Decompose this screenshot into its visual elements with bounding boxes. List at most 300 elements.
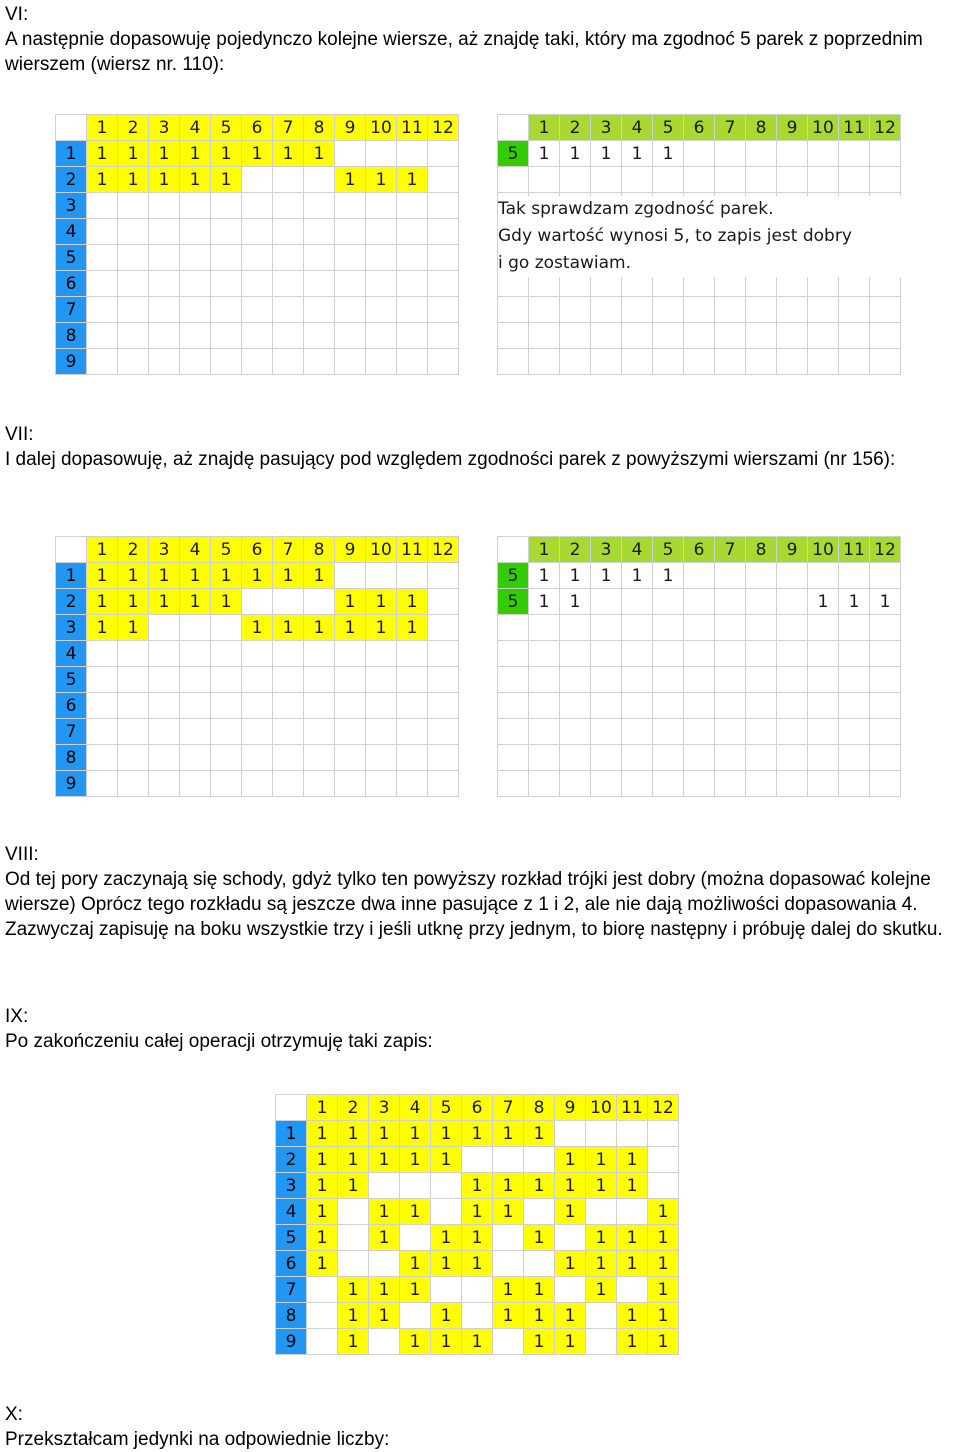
row-number: 9 (276, 1329, 307, 1355)
section-viii (5, 842, 955, 942)
grid-cell (839, 615, 870, 641)
grid-cell (870, 719, 901, 745)
row-label-empty (498, 745, 529, 771)
grid-cell (273, 589, 304, 615)
grid-cell (335, 693, 366, 719)
grid-cell (118, 271, 149, 297)
grid-cell-filled: 1 (400, 1147, 431, 1173)
grid-cell (746, 745, 777, 771)
grid-cell (653, 589, 684, 615)
grid-cell-filled: 1 (586, 1277, 617, 1303)
grid-cell (746, 667, 777, 693)
grid-cell (870, 167, 901, 193)
grid-cell (149, 245, 180, 271)
grid-cell (211, 615, 242, 641)
grid-cell (397, 563, 428, 589)
grid-cell-filled: 1 (555, 1147, 586, 1173)
grid-cell-filled: 1 (529, 141, 560, 167)
grid-cell-filled: 1 (524, 1329, 555, 1355)
section-vi (5, 2, 955, 77)
grid-cell (366, 193, 397, 219)
grid-cell (808, 667, 839, 693)
grid-cell (118, 245, 149, 271)
grid-cell (149, 271, 180, 297)
grid-cell (653, 667, 684, 693)
grid-cell-filled: 1 (366, 615, 397, 641)
grid-cell-filled: 1 (493, 1199, 524, 1225)
grid-cell (242, 193, 273, 219)
row-number: 6 (56, 271, 87, 297)
grid-cell (180, 193, 211, 219)
grid-cell (529, 745, 560, 771)
grid-cell (366, 219, 397, 245)
row-label-empty (498, 693, 529, 719)
grid-cell (366, 745, 397, 771)
grid-cell (684, 719, 715, 745)
grid-cell (591, 719, 622, 745)
grid-cell (428, 141, 459, 167)
section-label: IX: (5, 1006, 29, 1027)
grid-cell (180, 745, 211, 771)
grid-cell (180, 323, 211, 349)
grid-cell (560, 615, 591, 641)
grid-cell (684, 771, 715, 797)
grid-cell-filled: 1 (338, 1121, 369, 1147)
grid-cell (242, 323, 273, 349)
grid-cell (428, 245, 459, 271)
grid-cell (211, 745, 242, 771)
grid-cell (338, 1199, 369, 1225)
grid-cell-filled: 1 (400, 1199, 431, 1225)
grid-cell (366, 323, 397, 349)
grid-cell (529, 719, 560, 745)
grid-cell (808, 141, 839, 167)
grid-cell-filled: 1 (335, 589, 366, 615)
grid-cell (149, 349, 180, 375)
grid-cell (428, 745, 459, 771)
grid-cell (428, 167, 459, 193)
grid-cell (366, 297, 397, 323)
column-header: 1 (529, 115, 560, 141)
grid-cell (839, 693, 870, 719)
section-text: Po zakończeniu całej operacji otrzymuję taki zapis: (5, 1031, 433, 1052)
column-header: 9 (335, 115, 366, 141)
grid-cell (839, 641, 870, 667)
grid-cell-filled: 1 (307, 1225, 338, 1251)
column-header: 6 (684, 537, 715, 563)
grid-cell (397, 771, 428, 797)
grid-cell (273, 719, 304, 745)
column-header: 6 (242, 115, 273, 141)
column-header: 7 (273, 115, 304, 141)
grid-cell (211, 349, 242, 375)
grid-cell (149, 297, 180, 323)
grid-cell (653, 641, 684, 667)
grid-cell (870, 667, 901, 693)
grid-cell (808, 719, 839, 745)
spreadsheet-grid-vii-side (497, 536, 901, 797)
grid-cell-filled: 1 (118, 615, 149, 641)
grid-cell-filled: 1 (273, 615, 304, 641)
grid-cell (87, 667, 118, 693)
grid-cell (273, 245, 304, 271)
grid-cell (180, 297, 211, 323)
grid-cell-filled: 1 (839, 589, 870, 615)
grid-cell (684, 615, 715, 641)
row-number: 4 (56, 641, 87, 667)
column-header: 12 (870, 537, 901, 563)
grid-cell (591, 667, 622, 693)
row-number: 8 (56, 323, 87, 349)
grid-cell (617, 1277, 648, 1303)
grid-cell (622, 589, 653, 615)
column-header: 1 (307, 1095, 338, 1121)
note-line: Tak sprawdzam zgodność parek. (498, 199, 774, 219)
column-header: 5 (211, 537, 242, 563)
grid-cell (870, 141, 901, 167)
grid-cell (428, 693, 459, 719)
grid-cell (746, 167, 777, 193)
grid-cell-filled: 1 (400, 1251, 431, 1277)
grid-cell-filled: 1 (304, 615, 335, 641)
grid-cell (529, 641, 560, 667)
grid-cell-filled: 1 (560, 563, 591, 589)
grid-cell (149, 745, 180, 771)
grid-cell (591, 297, 622, 323)
grid-cell-filled: 1 (307, 1147, 338, 1173)
grid-cell (273, 771, 304, 797)
grid-cell (808, 771, 839, 797)
row-number: 2 (56, 589, 87, 615)
grid-cell (777, 719, 808, 745)
grid-cell (428, 193, 459, 219)
grid-cell (428, 641, 459, 667)
column-header: 11 (839, 537, 870, 563)
section-text: A następnie dopasowuję pojedynczo kolejne wiersze, aż znajdę taki, który ma zgodnoć 5 parek z poprzednim wierszem (wiersz nr. 110): (5, 29, 923, 75)
grid-cell (397, 323, 428, 349)
grid-cell (529, 297, 560, 323)
grid-cell (273, 271, 304, 297)
grid-cell-filled: 1 (462, 1329, 493, 1355)
grid-cell (307, 1277, 338, 1303)
grid-cell (560, 771, 591, 797)
grid-cell (746, 297, 777, 323)
grid-cell-filled: 1 (400, 1277, 431, 1303)
spreadsheet-grid-ix-final (275, 1094, 679, 1355)
grid-cell (211, 667, 242, 693)
grid-cell (87, 349, 118, 375)
grid-cell (746, 563, 777, 589)
row-number: 5 (276, 1225, 307, 1251)
grid-cell (118, 693, 149, 719)
grid-cell-filled: 1 (529, 563, 560, 589)
grid-cell (591, 589, 622, 615)
grid-cell (777, 323, 808, 349)
grid-cell (777, 641, 808, 667)
grid-cell (428, 615, 459, 641)
grid-cell (180, 245, 211, 271)
section-ix (5, 1004, 955, 1054)
grid-cell (304, 193, 335, 219)
grid-cell (684, 589, 715, 615)
grid-cell (622, 349, 653, 375)
grid-cell (560, 349, 591, 375)
grid-cell (746, 349, 777, 375)
grid-cell (777, 349, 808, 375)
row-number: 1 (56, 563, 87, 589)
grid-cell (180, 771, 211, 797)
row-label-empty (498, 297, 529, 323)
grid-cell (462, 1147, 493, 1173)
grid-cell (87, 745, 118, 771)
grid-cell (428, 563, 459, 589)
grid-cell (808, 693, 839, 719)
row-label-empty (498, 349, 529, 375)
grid-cell (335, 271, 366, 297)
grid-cell (335, 771, 366, 797)
row-number: 5 (56, 667, 87, 693)
section-text: Od tej pory zaczynają się schody, gdyż tylko ten powyższy rozkład trójki jest dobry (można dopasować kolejne wiersze) Oprócz tego rozkładu są jeszcze dwa inne pasujące z 1 i 2, ale nie dają możliwości dopasowania 4. Zazwyczaj zapisuję na boku wszystkie trzy i jeśli utknę przy jednym, to biorę następny i próbuję dalej do skutku. (5, 869, 943, 940)
grid-cell-filled: 1 (211, 141, 242, 167)
grid-cell (555, 1121, 586, 1147)
grid-cell (242, 349, 273, 375)
spreadsheet-grid-vi-main (55, 114, 459, 375)
grid-cell (653, 771, 684, 797)
grid-cell (304, 323, 335, 349)
grid-cell-filled: 1 (586, 1147, 617, 1173)
grid-cell-filled: 1 (304, 141, 335, 167)
grid-cell (870, 615, 901, 641)
grid-cell (591, 771, 622, 797)
grid-cell (273, 297, 304, 323)
grid-cell (304, 667, 335, 693)
grid-cell (180, 667, 211, 693)
corner-cell (276, 1095, 307, 1121)
grid-cell (149, 641, 180, 667)
grid-cell-filled: 1 (180, 563, 211, 589)
grid-cell (180, 693, 211, 719)
grid-cell (560, 667, 591, 693)
grid-cell (397, 271, 428, 297)
column-header: 12 (648, 1095, 679, 1121)
grid-cell (493, 1329, 524, 1355)
grid-cell-filled: 1 (273, 563, 304, 589)
grid-cell (118, 323, 149, 349)
column-header: 10 (586, 1095, 617, 1121)
column-header: 5 (653, 115, 684, 141)
grid-cell-filled: 1 (617, 1251, 648, 1277)
row-number: 3 (56, 193, 87, 219)
column-header: 6 (462, 1095, 493, 1121)
grid-cell (366, 667, 397, 693)
grid-cell (746, 589, 777, 615)
column-header: 6 (684, 115, 715, 141)
grid-cell-filled: 1 (307, 1251, 338, 1277)
grid-cell (304, 219, 335, 245)
grid-cell-filled: 1 (493, 1121, 524, 1147)
grid-cell (591, 745, 622, 771)
grid-cell (715, 745, 746, 771)
grid-cell-filled: 1 (338, 1173, 369, 1199)
grid-cell-filled: 1 (462, 1251, 493, 1277)
grid-cell-filled: 1 (149, 563, 180, 589)
note-line: i go zostawiam. (498, 253, 631, 273)
grid-cell (839, 297, 870, 323)
section-label: VI: (5, 4, 29, 25)
grid-cell (397, 245, 428, 271)
grid-cell (617, 1199, 648, 1225)
row-number: 9 (56, 771, 87, 797)
grid-cell (839, 771, 870, 797)
grid-cell (746, 615, 777, 641)
grid-cell-filled: 1 (591, 141, 622, 167)
grid-cell (397, 297, 428, 323)
grid-cell-filled: 1 (648, 1329, 679, 1355)
grid-cell (273, 219, 304, 245)
grid-cell-filled: 1 (555, 1199, 586, 1225)
grid-cell (839, 745, 870, 771)
column-header: 9 (777, 115, 808, 141)
grid-cell (149, 667, 180, 693)
grid-cell (684, 693, 715, 719)
grid-cell-filled: 1 (524, 1277, 555, 1303)
column-header: 9 (335, 537, 366, 563)
grid-cell (304, 297, 335, 323)
grid-cell-filled: 1 (118, 563, 149, 589)
grid-cell (777, 141, 808, 167)
grid-cell-filled: 1 (397, 167, 428, 193)
grid-cell (428, 271, 459, 297)
grid-cell (242, 589, 273, 615)
grid-cell (715, 589, 746, 615)
row-number: 5 (56, 245, 87, 271)
grid-cell (622, 641, 653, 667)
grid-cell (560, 641, 591, 667)
row-label-empty (498, 667, 529, 693)
grid-cell (839, 719, 870, 745)
grid-cell (870, 563, 901, 589)
corner-cell (498, 537, 529, 563)
grid-cell (428, 667, 459, 693)
grid-cell-filled: 1 (617, 1147, 648, 1173)
grid-cell (591, 167, 622, 193)
grid-cell (335, 719, 366, 745)
grid-cell (529, 771, 560, 797)
grid-cell (87, 193, 118, 219)
grid-cell-filled: 1 (555, 1251, 586, 1277)
column-header: 2 (118, 115, 149, 141)
grid-cell (369, 1173, 400, 1199)
grid-cell (870, 297, 901, 323)
row-number: 2 (276, 1147, 307, 1173)
row-number: 8 (56, 745, 87, 771)
grid-cell (366, 245, 397, 271)
column-header: 3 (591, 115, 622, 141)
grid-cell (777, 745, 808, 771)
row-number: 6 (56, 693, 87, 719)
grid-cell (366, 349, 397, 375)
compatibility-note (498, 196, 908, 277)
grid-cell-filled: 1 (242, 563, 273, 589)
grid-cell (180, 219, 211, 245)
grid-cell (746, 641, 777, 667)
grid-cell (529, 667, 560, 693)
column-header: 7 (715, 537, 746, 563)
grid-cell (338, 1251, 369, 1277)
grid-cell (211, 297, 242, 323)
grid-cell (180, 349, 211, 375)
column-header: 4 (180, 537, 211, 563)
grid-cell (87, 641, 118, 667)
grid-cell (622, 719, 653, 745)
column-header: 4 (622, 115, 653, 141)
column-header: 6 (242, 537, 273, 563)
grid-cell (560, 323, 591, 349)
grid-cell (307, 1303, 338, 1329)
grid-cell (304, 641, 335, 667)
grid-cell (560, 167, 591, 193)
corner-cell (56, 537, 87, 563)
grid-cell (273, 349, 304, 375)
grid-cell (366, 693, 397, 719)
grid-cell-filled: 1 (335, 615, 366, 641)
grid-cell (870, 323, 901, 349)
grid-cell-filled: 1 (87, 589, 118, 615)
grid-cell (118, 667, 149, 693)
grid-cell (746, 323, 777, 349)
grid-cell-filled: 1 (338, 1329, 369, 1355)
note-line: Gdy wartość wynosi 5, to zapis jest dobry (498, 226, 852, 246)
grid-cell (524, 1251, 555, 1277)
grid-cell (211, 323, 242, 349)
grid-cell (304, 271, 335, 297)
grid-cell (273, 167, 304, 193)
match-score: 5 (498, 589, 529, 615)
grid-cell (273, 745, 304, 771)
grid-cell (428, 719, 459, 745)
column-header: 11 (397, 537, 428, 563)
grid-cell (400, 1303, 431, 1329)
grid-cell-filled: 1 (555, 1303, 586, 1329)
grid-cell (400, 1225, 431, 1251)
grid-cell-filled: 1 (555, 1173, 586, 1199)
grid-cell (273, 693, 304, 719)
grid-cell (304, 771, 335, 797)
grid-cell-filled: 1 (524, 1173, 555, 1199)
grid-cell (273, 641, 304, 667)
grid-cell (118, 193, 149, 219)
column-header: 3 (369, 1095, 400, 1121)
grid-cell-filled: 1 (400, 1329, 431, 1355)
grid-cell (839, 141, 870, 167)
grid-cell (808, 297, 839, 323)
grid-cell-filled: 1 (87, 141, 118, 167)
grid-cell (335, 563, 366, 589)
grid-cell-filled: 1 (431, 1225, 462, 1251)
column-header: 11 (617, 1095, 648, 1121)
grid-cell-filled: 1 (273, 141, 304, 167)
grid-cell (180, 641, 211, 667)
grid-cell (242, 667, 273, 693)
column-header: 8 (524, 1095, 555, 1121)
grid-cell (242, 167, 273, 193)
grid-cell (808, 615, 839, 641)
section-x (5, 1402, 955, 1452)
grid-cell (529, 323, 560, 349)
grid-cell (648, 1173, 679, 1199)
grid-cell (684, 167, 715, 193)
column-header: 5 (653, 537, 684, 563)
